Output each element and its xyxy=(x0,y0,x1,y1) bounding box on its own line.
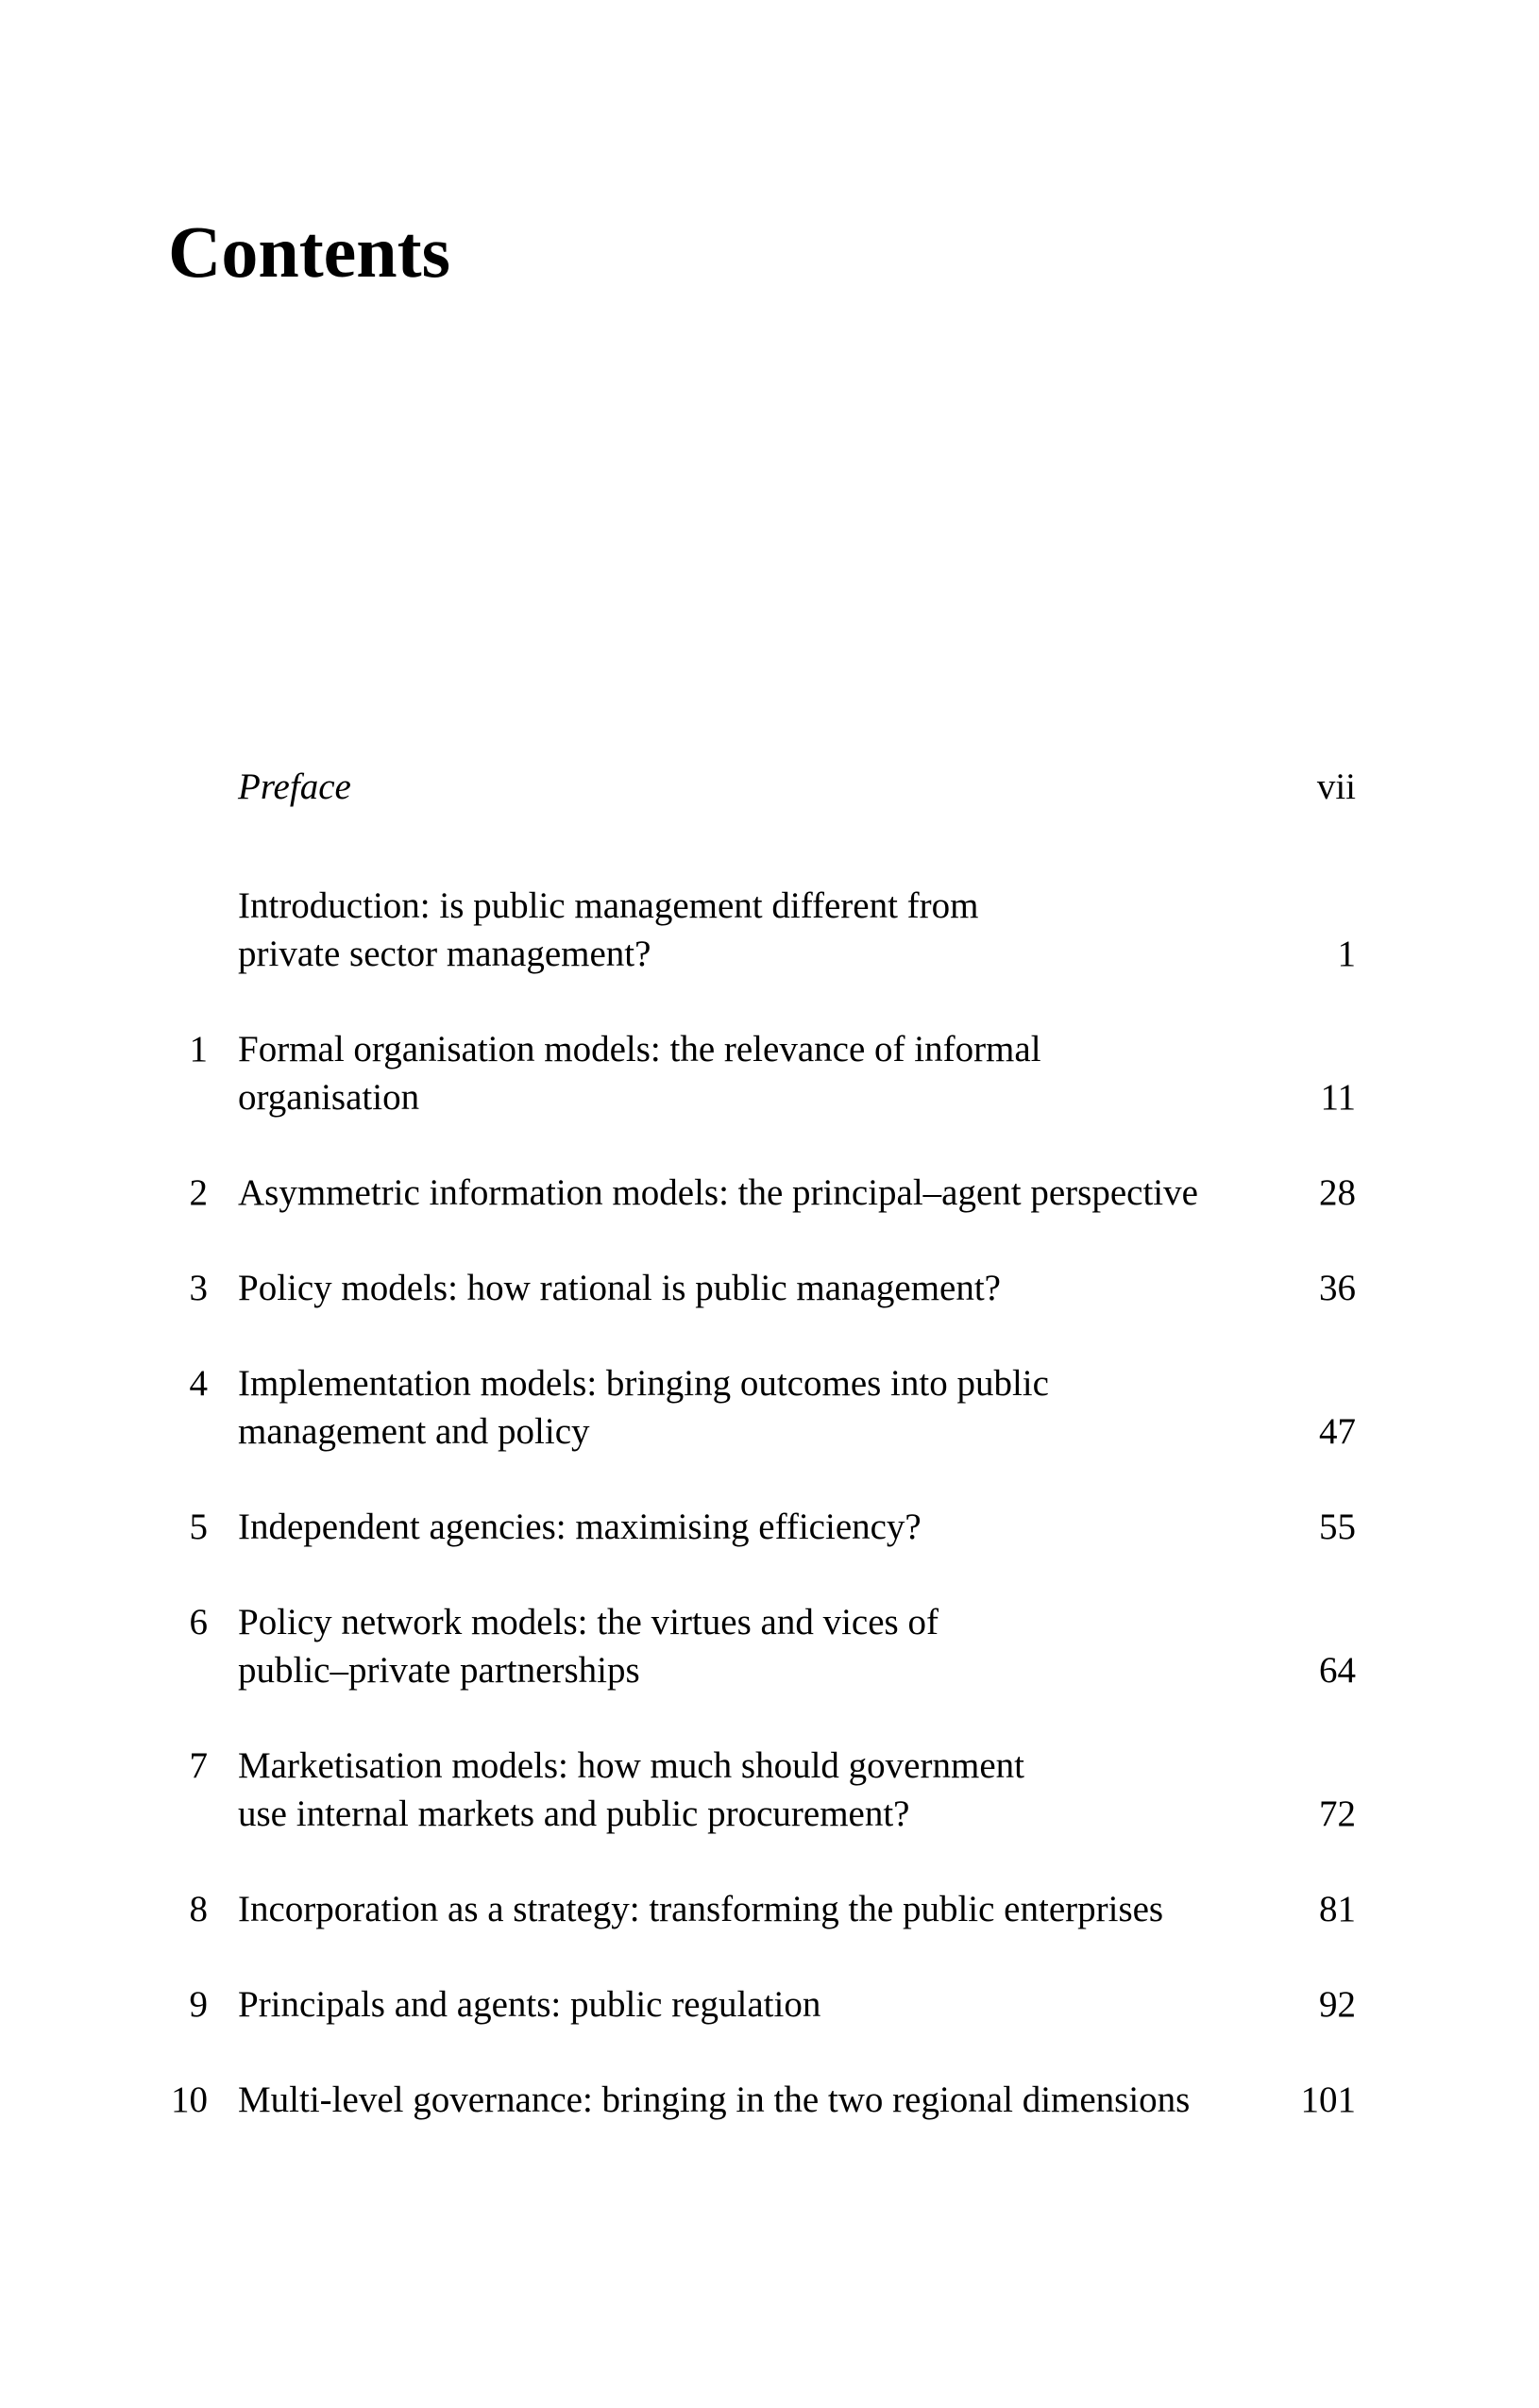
toc-entry-page: 11 xyxy=(1320,1077,1356,1118)
toc-entry-chapter-10[interactable] xyxy=(151,2076,1356,2124)
toc-entry-title: Multi-level governance: bringing in the two regional dimensions xyxy=(238,2080,1191,2120)
toc-entry-chapter-8[interactable] xyxy=(151,1885,1356,1933)
toc-entry-number: 7 xyxy=(189,1745,208,1786)
toc-entry-title: Policy network models: the virtues and vices of public–private partnerships xyxy=(238,1602,939,1691)
toc-entry-number: 2 xyxy=(189,1172,208,1213)
toc-entry-page: 72 xyxy=(1319,1793,1356,1834)
toc-entry-page: 1 xyxy=(1337,934,1356,974)
toc-entry-number: 8 xyxy=(189,1889,208,1929)
toc-entry-page: 81 xyxy=(1319,1889,1356,1929)
toc-entry-chapter-6[interactable] xyxy=(151,1598,1356,1694)
toc-entry-title: Asymmetric information models: the principal–agent perspective xyxy=(238,1172,1198,1213)
toc-entry-title: Marketisation models: how much should government use internal markets and public procurement? xyxy=(238,1745,1024,1834)
toc-entry-page: 101 xyxy=(1300,2080,1356,2120)
toc-entry-page: 64 xyxy=(1319,1650,1356,1691)
toc-entry-page: 36 xyxy=(1319,1268,1356,1308)
toc-entry-chapter-5[interactable] xyxy=(151,1503,1356,1551)
toc-entry-chapter-4[interactable] xyxy=(151,1359,1356,1456)
toc-entry-chapter-9[interactable] xyxy=(151,1980,1356,2029)
toc-entry-number: 3 xyxy=(189,1268,208,1308)
toc-entry-number: 9 xyxy=(189,1984,208,2025)
toc-entry-chapter-1[interactable] xyxy=(151,1025,1356,1121)
toc-entry-chapter-3[interactable] xyxy=(151,1264,1356,1312)
toc-entry-number: 1 xyxy=(189,1029,208,1069)
toc-entry-page: 55 xyxy=(1319,1507,1356,1547)
toc-entry-title: Introduction: is public management different from private sector management? xyxy=(238,885,979,974)
toc-entry-title: Policy models: how rational is public management? xyxy=(238,1268,1001,1308)
toc-entry-page: 47 xyxy=(1319,1411,1356,1452)
page-title: Contents xyxy=(168,210,451,293)
toc-entry-number: 4 xyxy=(189,1363,208,1404)
toc-entry-preface[interactable] xyxy=(151,763,1356,811)
toc-entry-title: Principals and agents: public regulation xyxy=(238,1984,821,2025)
toc-entry-title: Preface xyxy=(238,766,351,807)
toc-entry-title: Independent agencies: maximising efficiency? xyxy=(238,1507,922,1547)
toc-entry-chapter-7[interactable] xyxy=(151,1742,1356,1838)
toc-list xyxy=(151,763,1356,2124)
toc-entry-chapter-2[interactable] xyxy=(151,1169,1356,1217)
toc-entry-number: 10 xyxy=(171,2080,208,2120)
toc-entry-title: Implementation models: bringing outcomes into public management and policy xyxy=(238,1363,1049,1452)
toc-entry-number: 5 xyxy=(189,1507,208,1547)
toc-entry-introduction[interactable] xyxy=(151,882,1356,978)
toc-entry-page: 28 xyxy=(1319,1172,1356,1213)
toc-entry-page: vii xyxy=(1316,766,1356,807)
toc-entry-number: 6 xyxy=(189,1602,208,1642)
toc-entry-title: Formal organisation models: the relevance of informal organisation xyxy=(238,1029,1041,1118)
toc-entry-page: 92 xyxy=(1319,1984,1356,2025)
toc-entry-title: Incorporation as a strategy: transforming the public enterprises xyxy=(238,1889,1164,1929)
